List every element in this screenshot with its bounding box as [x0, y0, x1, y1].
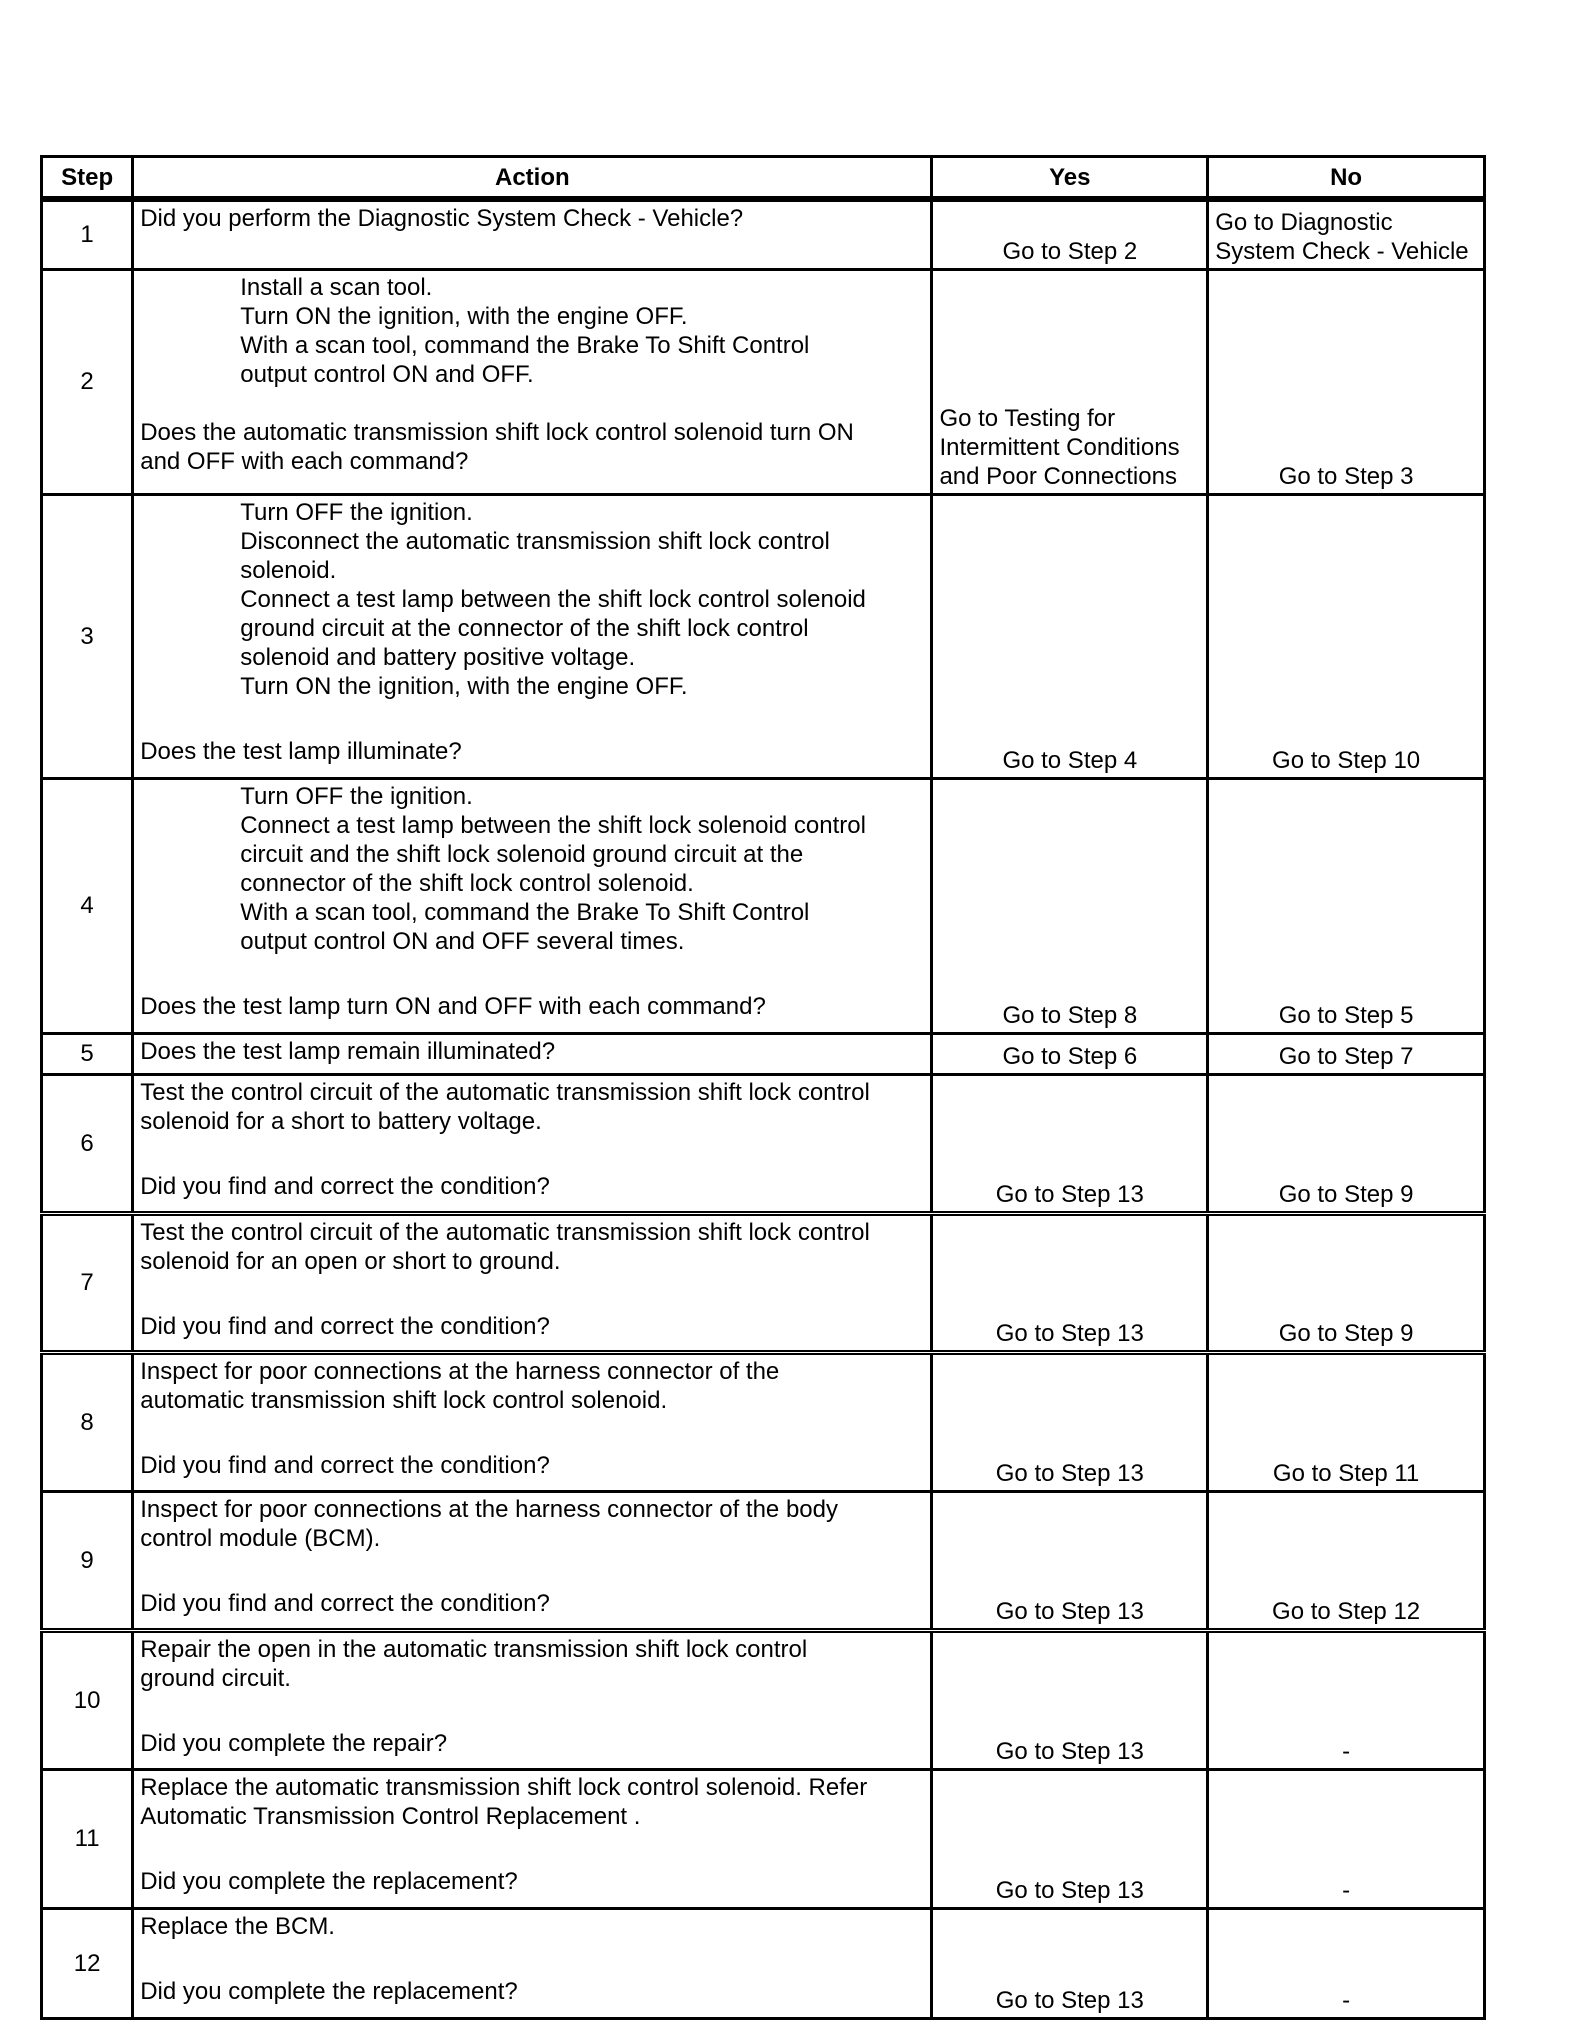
action-text: Does the test lamp remain illuminated?	[140, 1037, 556, 1065]
diagnostic-table	[40, 155, 1486, 2020]
question-text: Did you complete the replacement?	[140, 1867, 518, 1895]
substep-text: Install a scan tool.	[240, 273, 433, 301]
yes-cell: Go to Step 4	[932, 494, 1208, 778]
no-cell: -	[1208, 1630, 1485, 1769]
no-cell: -	[1208, 1908, 1485, 2018]
action-cell	[133, 1033, 932, 1074]
step-number: 11	[42, 1769, 133, 1908]
action-cell	[133, 1491, 932, 1630]
question-text: Does the automatic transmission shift lock control solenoid turn ON	[140, 418, 854, 446]
yes-cell: Go to Step 13	[932, 1908, 1208, 2018]
question-text: and OFF with each command?	[140, 447, 469, 475]
yes-cell: Go to Step 13	[932, 1630, 1208, 1769]
substep-text: Disconnect the automatic transmission shift lock control	[240, 527, 830, 555]
action-cell	[133, 1630, 932, 1769]
yes-line: and Poor Connections	[939, 462, 1177, 490]
no-cell: Go to Step 9	[1208, 1074, 1485, 1213]
substep-text: Connect a test lamp between the shift lock control solenoid	[240, 585, 866, 613]
no-cell: Go to Step 5	[1208, 778, 1485, 1033]
step-number: 12	[42, 1908, 133, 2018]
step-number: 4	[42, 778, 133, 1033]
action-text: Test the control circuit of the automatic transmission shift lock control	[140, 1078, 870, 1106]
table-row	[42, 1491, 1485, 1630]
yes-cell: Go to Step 13	[932, 1352, 1208, 1491]
question-text: Did you find and correct the condition?	[140, 1589, 550, 1617]
action-cell	[133, 1352, 932, 1491]
table-row	[42, 494, 1485, 778]
no-cell: Go to Step 12	[1208, 1491, 1485, 1630]
substep-text: output control ON and OFF several times.	[240, 927, 685, 955]
question-text: Did you find and correct the condition?	[140, 1451, 550, 1479]
action-text: solenoid for a short to battery voltage.	[140, 1107, 542, 1135]
action-cell	[133, 1074, 932, 1213]
yes-cell: Go to Step 6	[932, 1033, 1208, 1074]
action-text: Replace the automatic transmission shift lock control solenoid. Refer	[140, 1773, 868, 1801]
no-cell: Go to Step 11	[1208, 1352, 1485, 1491]
yes-line: Go to Testing for	[939, 404, 1116, 432]
step-number: 1	[42, 199, 133, 269]
no-cell: Go to Step 7	[1208, 1033, 1485, 1074]
table-row	[42, 269, 1485, 494]
header-row	[42, 157, 1485, 200]
table-row	[42, 1213, 1485, 1352]
substep-text: solenoid.	[240, 556, 337, 584]
action-text: Inspect for poor connections at the harness connector of the body	[140, 1495, 838, 1523]
substep-text: Turn ON the ignition, with the engine OFF.	[240, 302, 688, 330]
substep-text: output control ON and OFF.	[240, 360, 534, 388]
table-row	[42, 199, 1485, 269]
no-line: Go to Diagnostic	[1215, 208, 1393, 236]
action-cell	[133, 1213, 932, 1352]
step-number: 2	[42, 269, 133, 494]
table-row	[42, 1074, 1485, 1213]
no-cell	[1208, 199, 1485, 269]
action-text: ground circuit.	[140, 1664, 291, 1692]
table-row	[42, 778, 1485, 1033]
question-text: Did you complete the repair?	[140, 1729, 448, 1757]
question-text: Did you complete the replacement?	[140, 1977, 518, 2005]
no-cell: Go to Step 10	[1208, 494, 1485, 778]
action-text: Repair the open in the automatic transmission shift lock control	[140, 1635, 808, 1663]
action-cell	[133, 494, 932, 778]
action-cell	[133, 269, 932, 494]
no-cell: Go to Step 9	[1208, 1213, 1485, 1352]
substep-text: Turn OFF the ignition.	[240, 498, 473, 526]
substep-text: Connect a test lamp between the shift lock solenoid control	[240, 811, 866, 839]
question-text: Does the test lamp turn ON and OFF with each command?	[140, 992, 766, 1020]
header-yes: Yes	[932, 157, 1208, 200]
step-number: 6	[42, 1074, 133, 1213]
header-step: Step	[42, 157, 133, 200]
no-cell: Go to Step 3	[1208, 269, 1485, 494]
question-text: Did you find and correct the condition?	[140, 1172, 550, 1200]
substep-text: connector of the shift lock control solenoid.	[240, 869, 694, 897]
step-number: 8	[42, 1352, 133, 1491]
step-number: 9	[42, 1491, 133, 1630]
header-action: Action	[133, 157, 932, 200]
table-row	[42, 1769, 1485, 1908]
header-no: No	[1208, 157, 1485, 200]
step-number: 10	[42, 1630, 133, 1769]
yes-cell: Go to Step 13	[932, 1769, 1208, 1908]
no-cell: -	[1208, 1769, 1485, 1908]
substep-text: Turn ON the ignition, with the engine OFF.	[240, 672, 688, 700]
substep-text: ground circuit at the connector of the shift lock control	[240, 614, 809, 642]
action-text: Test the control circuit of the automatic transmission shift lock control	[140, 1218, 870, 1246]
action-cell	[133, 1769, 932, 1908]
substep-text: circuit and the shift lock solenoid ground circuit at the	[240, 840, 804, 868]
yes-cell: Go to Step 13	[932, 1491, 1208, 1630]
yes-line: Intermittent Conditions	[939, 433, 1180, 461]
substep-text: With a scan tool, command the Brake To Shift Control	[240, 331, 810, 359]
action-cell	[133, 1908, 932, 2018]
table-row	[42, 1908, 1485, 2018]
action-text: Replace the BCM.	[140, 1912, 335, 1940]
action-text: automatic transmission shift lock control solenoid.	[140, 1386, 668, 1414]
yes-cell: Go to Step 2	[932, 199, 1208, 269]
yes-cell	[932, 269, 1208, 494]
question-text: Did you find and correct the condition?	[140, 1312, 550, 1340]
no-line: System Check - Vehicle	[1215, 237, 1469, 265]
substep-text: solenoid and battery positive voltage.	[240, 643, 636, 671]
table-row	[42, 1352, 1485, 1491]
substep-text: Turn OFF the ignition.	[240, 782, 473, 810]
action-text: solenoid for an open or short to ground.	[140, 1247, 561, 1275]
question-text: Does the test lamp illuminate?	[140, 737, 462, 765]
step-number: 5	[42, 1033, 133, 1074]
table-row	[42, 1033, 1485, 1074]
substep-text: With a scan tool, command the Brake To Shift Control	[240, 898, 810, 926]
action-text: Automatic Transmission Control Replacement .	[140, 1802, 641, 1830]
step-number: 7	[42, 1213, 133, 1352]
yes-cell: Go to Step 13	[932, 1213, 1208, 1352]
step-number: 3	[42, 494, 133, 778]
action-text: Did you perform the Diagnostic System Check - Vehicle?	[140, 205, 744, 232]
action-text: Inspect for poor connections at the harness connector of the	[140, 1357, 780, 1385]
action-cell	[133, 778, 932, 1033]
yes-cell: Go to Step 8	[932, 778, 1208, 1033]
action-text: control module (BCM).	[140, 1524, 381, 1552]
table-row	[42, 1630, 1485, 1769]
yes-cell: Go to Step 13	[932, 1074, 1208, 1213]
action-cell	[133, 199, 932, 269]
